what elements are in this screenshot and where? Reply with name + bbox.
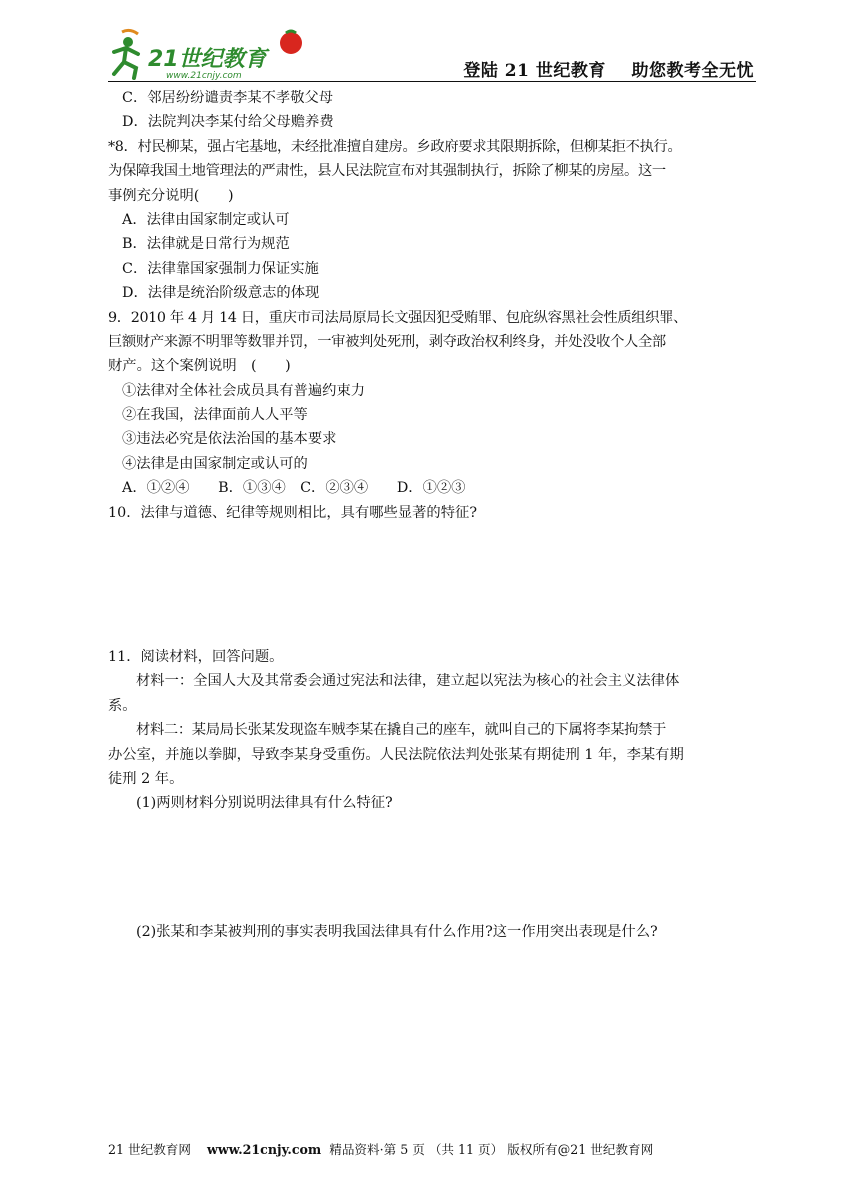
q9-stem-line: 财产。这个案例说明 ( ) — [108, 358, 291, 375]
running-figure-icon — [114, 30, 138, 78]
header-slogan: 登陆 21 世纪教育 助您教考全无忧 — [463, 61, 754, 81]
tomato-icon — [280, 32, 302, 54]
page-header — [0, 0, 860, 82]
q8-option-c: C．法律靠国家强制力保证实施 — [122, 260, 319, 277]
footer-info: 精品资料·第 5 页 （共 11 页） 版权所有@21 世纪教育网 — [329, 1142, 654, 1157]
page-footer — [108, 1139, 653, 1158]
q11-subquestion-1: (1)两则材料分别说明法律具有什么特征? — [136, 795, 393, 812]
logo-url: www.21cnjy.com — [166, 71, 242, 80]
q9-options: A．①②④ B．①③④ C．②③④ D．①②③ — [122, 480, 466, 497]
footer-url[interactable]: www.21cnjy.com — [207, 1142, 322, 1157]
q10-answer-space — [108, 525, 756, 645]
q11-material2-line: 材料二：某局局长张某发现盗车贼李某在撬自己的座车，就叫自己的下属将李某拘禁于 — [136, 722, 666, 739]
q11-material2-line: 徒刑 2 年。 — [108, 770, 184, 787]
site-logo — [108, 28, 308, 80]
q8-stem-line: 为保障我国土地管理法的严肃性，县人民法院宣布对其强制执行，拆除了柳某的房屋。这一 — [108, 163, 666, 180]
q8-option-d: D．法律是统治阶级意志的体现 — [122, 285, 320, 302]
logo-text: 21世纪教育 — [148, 47, 267, 72]
q7-option-d: D．法院判决李某付给父母赡养费 — [122, 114, 334, 131]
q11-stem: 11．阅读材料，回答问题。 — [108, 649, 284, 666]
q8-stem-line: 事例充分说明( ) — [108, 187, 234, 204]
q11-material2-line: 办公室，并施以拳脚，导致李某身受重伤。人民法院依法判处张某有期徒刑 1 年，李某有期 — [108, 746, 684, 763]
q11-material1-line: 材料一：全国人大及其常委会通过宪法和法律，建立起以宪法为核心的社会主义法律体 — [136, 673, 680, 690]
q9-statement: ④法律是由国家制定或认可的 — [122, 455, 308, 472]
q7-option-c: C．邻居纷纷谴责李某不孝敬父母 — [122, 90, 334, 106]
q10-stem: 10．法律与道德、纪律等规则相比，具有哪些显著的特征? — [108, 504, 477, 521]
q9-statement: ②在我国，法律面前人人平等 — [122, 407, 308, 424]
q9-stem-line: 巨额财产来源不明罪等数罪并罚，一审被判处死刑，剥夺政治权利终身，并处没收个人全部 — [108, 333, 666, 350]
q11-material1-line: 系。 — [108, 697, 137, 714]
q8-option-b: B．法律就是日常行为规范 — [122, 236, 290, 253]
header-divider — [108, 81, 756, 82]
q9-statement: ①法律对全体社会成员具有普遍约束力 — [122, 382, 366, 399]
q8-stem-line: *8．村民柳某，强占宅基地，未经批准擅自建房。乡政府要求其限期拆除，但柳某拒不执行。 — [108, 138, 682, 155]
worksheet-content — [108, 86, 756, 944]
q9-stem-line: 9．2010 年 4 月 14 日，重庆市司法局原局长文强因犯受贿罪、包庇纵容黑社会性质组织罪、 — [108, 309, 688, 326]
q11-subquestion-2: (2)张某和李某被判刑的事实表明我国法律具有什么作用?这一作用突出表现是什么? — [136, 923, 658, 940]
footer-site: 21 世纪教育网 — [108, 1142, 191, 1157]
q9-statement: ③违法必究是依法治国的基本要求 — [122, 431, 337, 448]
q11-sub1-answer-space — [108, 816, 756, 920]
q8-option-a: A．法律由国家制定或认可 — [122, 211, 290, 228]
